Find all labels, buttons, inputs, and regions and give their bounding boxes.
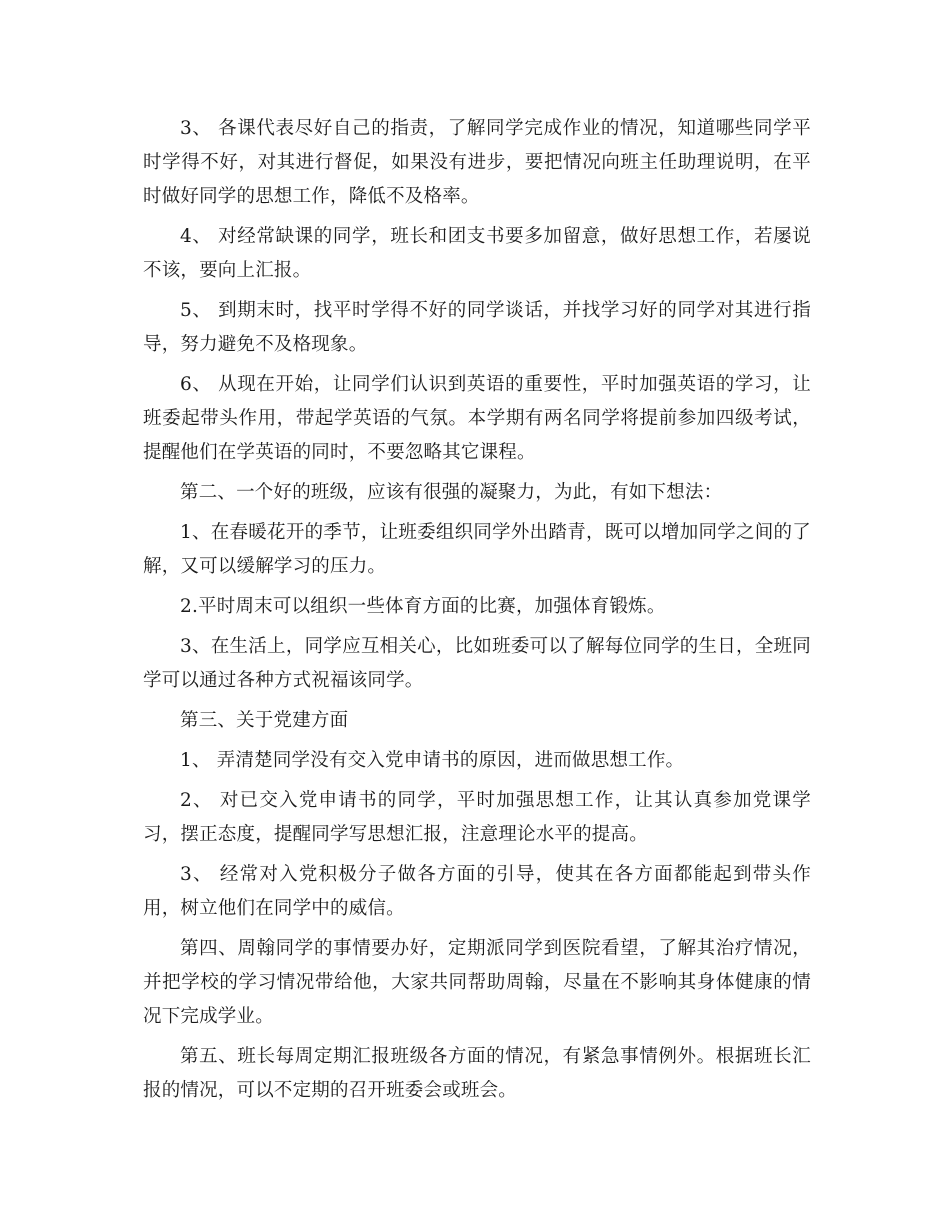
paragraph-item-6-english: 6、 从现在开始，让同学们认识到英语的重要性，平时加强英语的学习，让班委起带头作用，带起学英语的气氛。本学期有两名同学将提前参加四级考试，提醒他们在学英语的同时，不要忽略其它课程。 bbox=[143, 374, 811, 463]
section-heading-cohesion: 第二、一个好的班级，应该有很强的凝聚力，为此，有如下想法： bbox=[180, 482, 723, 503]
paragraph-item-5-term-end: 5、 到期末时，找平时学得不好的同学谈话，并找学习好的同学对其进行指导，努力避免不及格现象。 bbox=[143, 300, 811, 355]
paragraph-item-2-study: 2、 对已交入党申请书的同学，平时加强思想工作，让其认真参加党课学习，摆正态度，提醒同学写思想汇报，注意理论水平的提高。 bbox=[143, 790, 811, 845]
section-heading-monitor-report: 第五、班长每周定期汇报班级各方面的情况，有紧急事情例外。根据班长汇报的情况，可以不定期的召开班委会或班会。 bbox=[143, 1046, 811, 1101]
paragraph-item-3-homework: 3、 各课代表尽好自己的指责，了解同学完成作业的情况，知道哪些同学平时学得不好，对其进行督促，如果没有进步，要把情况向班主任助理说明，在平时做好同学的思想工作，降低不及格率。 bbox=[143, 118, 811, 207]
section-heading-party: 第三、关于党建方面 bbox=[180, 710, 349, 731]
paragraph-item-1-outing: 1、在春暖花开的季节，让班委组织同学外出踏青，既可以增加同学之间的了解，又可以缓解学习的压力。 bbox=[143, 522, 811, 577]
paragraph-item-4-absence: 4、 对经常缺课的同学，班长和团支书要多加留意，做好思想工作，若屡说不该，要向上汇报。 bbox=[143, 226, 811, 281]
paragraph-item-3-care: 3、在生活上，同学应互相关心，比如班委可以了解每位同学的生日，全班同学可以通过各种方式祝福该同学。 bbox=[143, 636, 811, 691]
document-body bbox=[143, 112, 811, 1114]
paragraph-item-3-guidance: 3、 经常对入党积极分子做各方面的引导，使其在各方面都能起到带头作用，树立他们在同学中的威信。 bbox=[143, 864, 811, 919]
paragraph-item-1-application: 1、 弄清楚同学没有交入党申请书的原因，进而做思想工作。 bbox=[180, 750, 685, 771]
paragraph-item-2-sports: 2.平时周末可以组织一些体育方面的比赛，加强体育锻炼。 bbox=[180, 596, 666, 617]
section-heading-zhouhan: 第四、周翰同学的事情要办好，定期派同学到医院看望，了解其治疗情况，并把学校的学习情况带给他，大家共同帮助周翰，尽量在不影响其身体健康的情况下完成学业。 bbox=[143, 938, 811, 1027]
